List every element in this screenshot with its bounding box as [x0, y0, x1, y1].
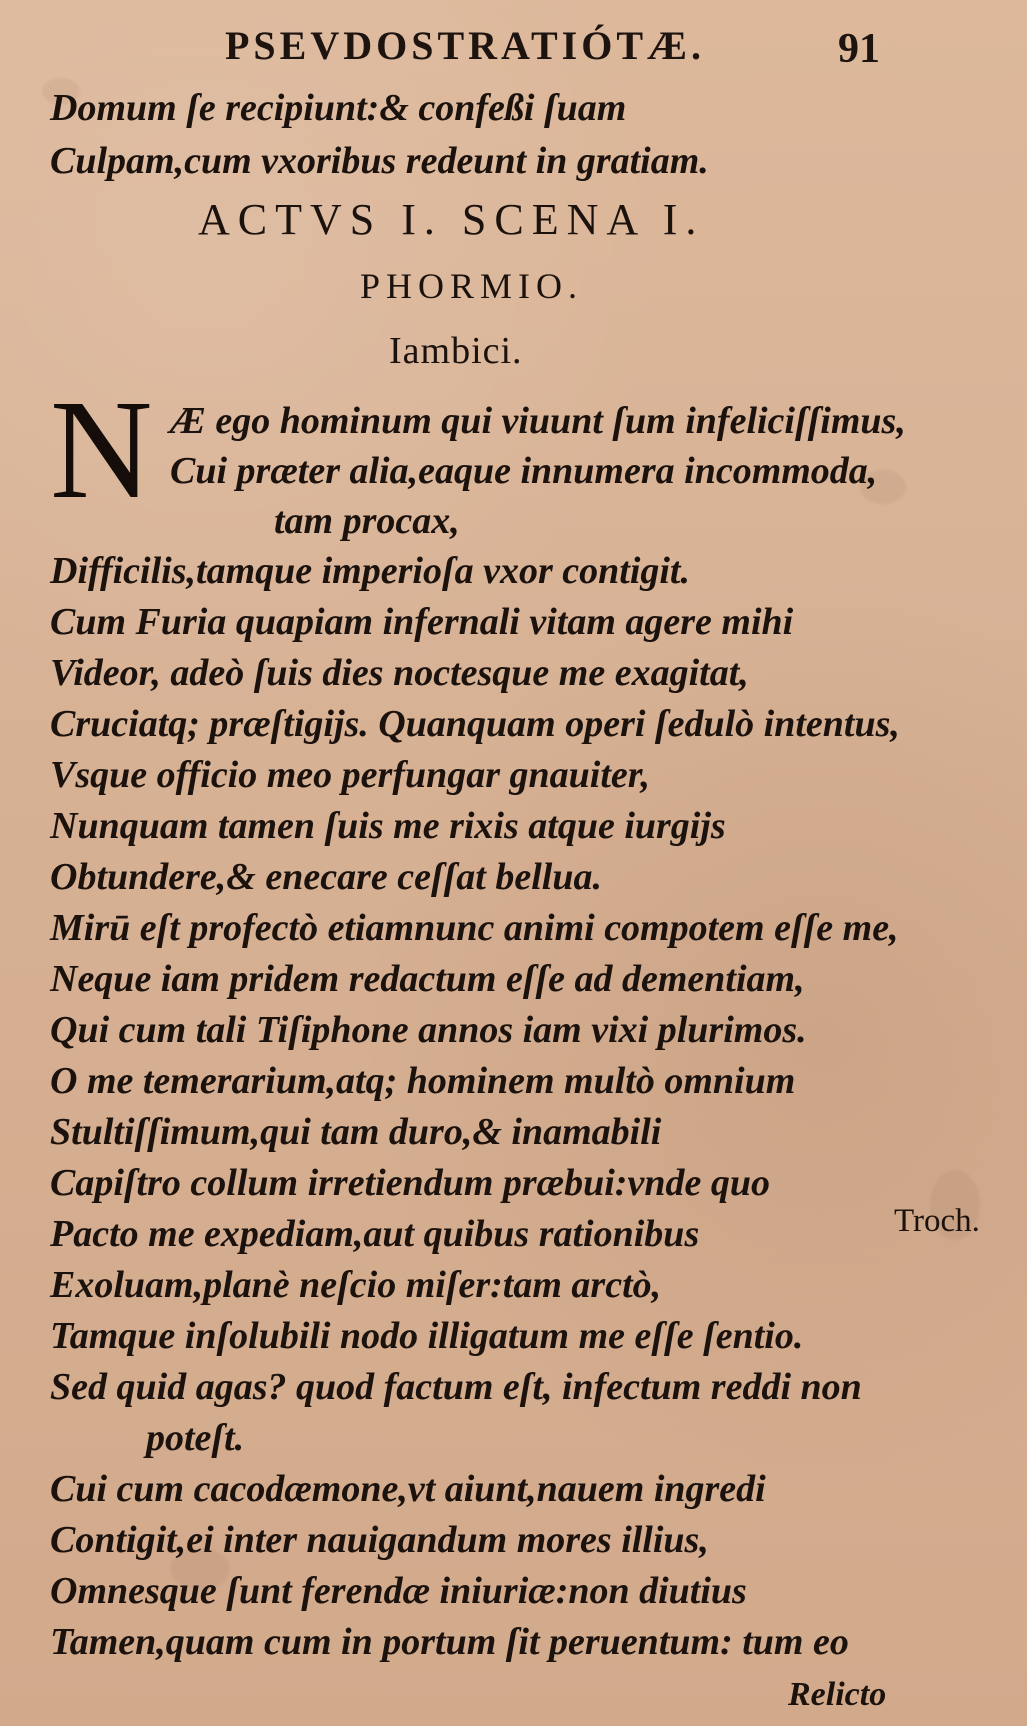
verse-line-2: Cui præter alia,eaque innumera incommoda,: [170, 450, 878, 492]
verse-line-23: Contigit,ei inter nauigandum mores illius,: [50, 1519, 709, 1561]
verse-line-6: Videor, adeò ſuis dies noctesque me exagitat,: [50, 652, 749, 694]
verse-line-21: poteſt.: [146, 1417, 245, 1459]
verse-line-11: Mirū eſt profectò etiamnunc animi compotem eſſe me,: [50, 907, 899, 949]
page-header: [0, 14, 1027, 74]
verse-line-12: Neque iam pridem redactum eſſe ad dementiam,: [50, 958, 805, 1000]
verse-line-15: Stultiſſimum,qui tam duro,& inamabili: [50, 1111, 662, 1153]
act-heading: ACTVS I. SCENA I.: [198, 195, 705, 244]
verse-line-4: Difficilis,tamque imperioſa vxor contigit.: [50, 550, 690, 592]
speaker-name: PHORMIO.: [360, 266, 584, 306]
opening-line-2: Culpam,cum vxoribus redeunt in gratiam.: [50, 140, 709, 182]
page-number: 91: [838, 26, 880, 72]
verse-line-7: Cruciatq; præſtigijs. Quanquam operi ſedulò intentus,: [50, 703, 900, 745]
verse-line-9: Nunquam tamen ſuis me rixis atque iurgijs: [50, 805, 726, 847]
verse-line-22: Cui cum cacodæmone,vt aiunt,nauem ingredi: [50, 1468, 766, 1510]
verse-line-18: Exoluam,planè neſcio miſer:tam arctò,: [50, 1264, 662, 1306]
meter-label: Iambici.: [389, 330, 523, 372]
verse-line-14: O me temerarium,atq; hominem multò omnium: [50, 1060, 796, 1102]
drop-cap: N: [50, 370, 153, 528]
verse-line-3: tam procax,: [274, 500, 460, 542]
verse-line-17: Pacto me expediam,aut quibus rationibus: [50, 1213, 700, 1255]
verse-line-13: Qui cum tali Tiſiphone annos iam vixi plurimos.: [50, 1009, 807, 1051]
opening-line-1: Domum ſe recipiunt:& confeßi ſuam: [50, 87, 627, 129]
verse-line-16: Capiſtro collum irretiendum præbui:vnde quo: [50, 1162, 770, 1204]
catchword: Relicto: [788, 1676, 887, 1713]
running-title: PSEVDOSTRATIÓTÆ.: [225, 23, 706, 68]
verse-line-1: Æ ego hominum qui viuunt ſum infeliciſſimus,: [170, 400, 906, 442]
verse-line-25: Tamen,quam cum in portum ſit peruentum: tum eo: [50, 1621, 849, 1663]
verse-line-19: Tamque inſolubili nodo illigatum me eſſe ſentio.: [50, 1315, 804, 1357]
verse-line-10: Obtundere,& enecare ceſſat bellua.: [50, 856, 602, 898]
verse-line-20: Sed quid agas? quod factum eſt, infectum reddi non: [50, 1366, 862, 1408]
verse-line-24: Omnesque ſunt ferendæ iniuriæ:non diutius: [50, 1570, 747, 1612]
verse-line-5: Cum Furia quapiam infernali vitam agere mihi: [50, 601, 794, 643]
margin-note: Troch.: [894, 1203, 980, 1239]
verse-line-8: Vsque officio meo perfungar gnauiter,: [50, 754, 650, 796]
